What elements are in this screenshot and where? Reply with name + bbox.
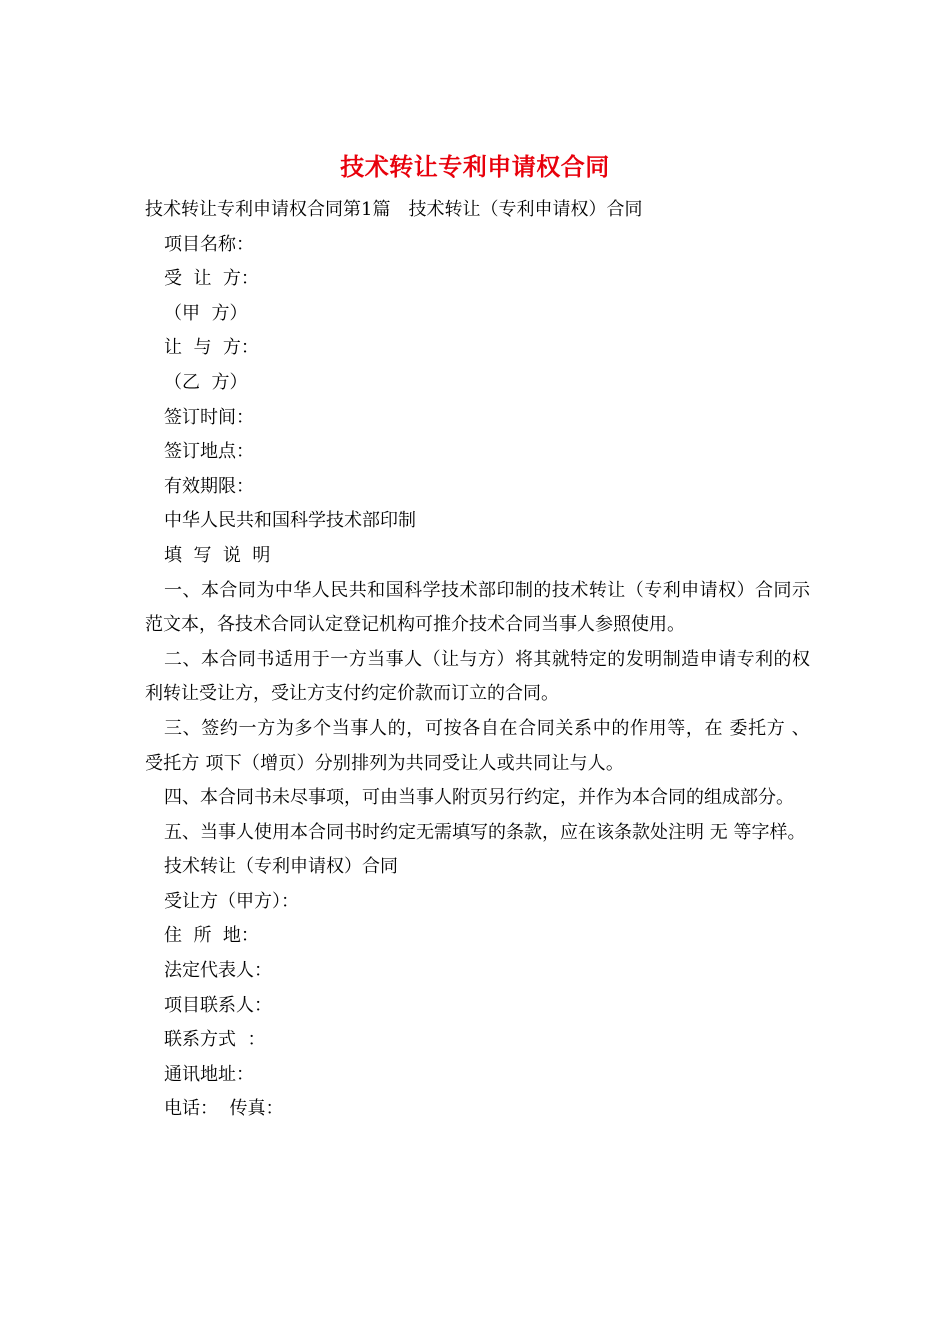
document-title: 技术转让专利申请权合同 bbox=[340, 152, 610, 181]
printer-label: 中华人民共和国科学技术部印制 bbox=[164, 510, 416, 532]
contract-heading-line: 技术转让专利申请权合同第1篇 技术转让（专利申请权）合同 bbox=[145, 199, 643, 220]
party-b-label: （乙 方） bbox=[164, 371, 248, 393]
signing-time-label: 签订时间： bbox=[164, 406, 254, 428]
instruction-paragraph-4: 四、本合同书未尽事项，可由当事人附页另行约定，并作为本合同的组成部分。 bbox=[164, 787, 794, 809]
mailing-address-label: 通讯地址： bbox=[164, 1063, 254, 1085]
instruction-paragraph-3: 三、签约一方为多个当事人的，可按各自在合同关系中的作用等，在 委托方 、 受托方 项下（增页）分别排列为共同受让人或共同让与人。 bbox=[145, 717, 810, 774]
party-a-label: （甲 方） bbox=[164, 302, 248, 324]
transferee-label: 受 让 方： bbox=[164, 268, 259, 290]
validity-period-label: 有效期限： bbox=[164, 475, 254, 497]
document-body bbox=[145, 193, 810, 1127]
contract-title-line: 技术转让（专利申请权）合同 bbox=[164, 856, 398, 878]
instruction-paragraph-5: 五、当事人使用本合同书时约定无需填写的条款，应在该条款处注明 无 等字样。 bbox=[164, 821, 806, 843]
transferor-label: 让 与 方： bbox=[164, 337, 259, 359]
legal-representative-label: 法定代表人： bbox=[164, 960, 272, 982]
project-contact-label: 项目联系人： bbox=[164, 994, 272, 1016]
instruction-paragraph-1: 一、本合同为中华人民共和国科学技术部印制的技术转让（专利申请权）合同示范文本，各技术合同认定登记机构可推介技术合同当事人参照使用。 bbox=[145, 579, 810, 636]
instruction-paragraph-2: 二、本合同书适用于一方当事人（让与方）将其就特定的发明制造申请专利的权利转让受让方，受让方支付约定价款而订立的合同。 bbox=[145, 648, 810, 705]
phone-fax-label: 电话： 传真： bbox=[164, 1098, 284, 1120]
instructions-heading: 填 写 说 明 bbox=[164, 544, 271, 566]
address-label: 住 所 地： bbox=[164, 925, 259, 947]
contact-method-label: 联系方式 ： bbox=[164, 1029, 266, 1051]
signing-place-label: 签订地点： bbox=[164, 441, 254, 463]
project-name-label: 项目名称： bbox=[164, 233, 254, 255]
transferee-party-a-label: 受让方（甲方）： bbox=[164, 890, 299, 912]
